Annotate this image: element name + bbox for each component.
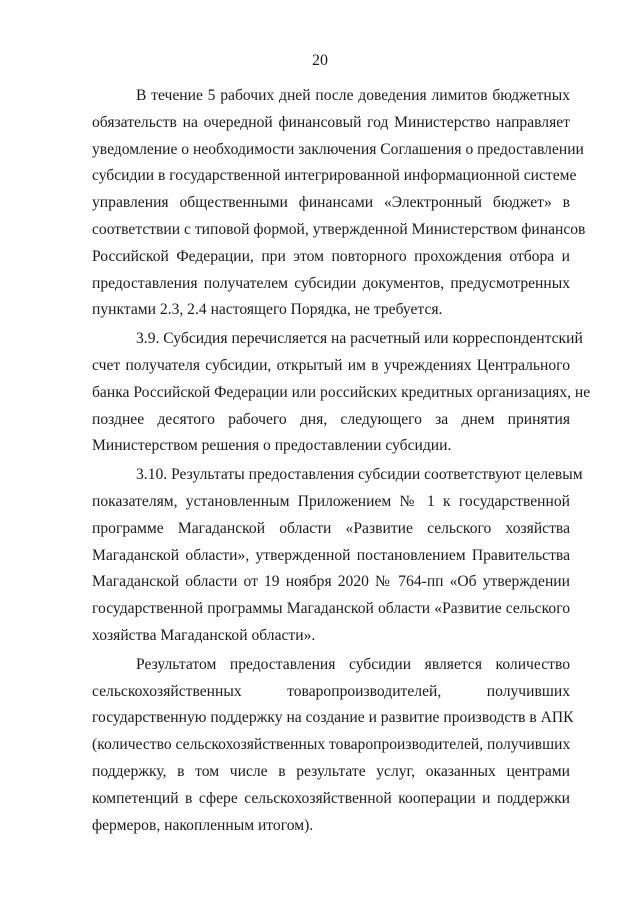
text-line: В течение 5 рабочих дней после доведения лимитов бюджетных [136,87,570,104]
paragraph-3-10 [92,462,583,650]
page-number: 20 [312,52,328,69]
text-line: хозяйства Магаданской области». [92,626,316,644]
text-line: позднее десятого рабочего дня, следующего за днем принятия [92,410,570,428]
text-line: уведомление о необходимости заключения Соглашения о предоставлении [92,140,584,158]
text-line: субсидии в государственной интегрированной информационной системе [92,167,577,185]
text-line: (количество сельскохозяйственных товаропроизводителей, получивших [92,736,571,754]
text-line: компетенций в сфере сельскохозяйственной кооперации и поддержки [92,789,570,807]
text-line: государственной программы Магаданской области «Развитие сельского [92,600,570,618]
text-line: показателям, установленным Приложением № 1 к государственной [92,492,570,510]
text-line: Российской Федерации, при этом повторного прохождения отбора и [92,247,570,265]
text-line: обязательств на очередной финансовый год Министерство направляет [92,113,570,131]
text-line: программе Магаданской области «Развитие сельского хозяйства [92,519,570,537]
text-line: Результатом предоставления субсидии является количество [136,655,570,673]
text-line: Министерством решения о предоставлении субсидии. [92,437,452,455]
document-body [92,83,591,841]
text-line: сельскохозяйственных товаропроизводителей, получивших [92,682,570,700]
text-line: поддержку, в том числе в результате услуг, оказанных центрами [92,762,570,780]
text-line: 3.10. Результаты предоставления субсидии соответствуют целевым [136,466,583,484]
text-line: предоставления получателем субсидии документов, предусмотренных [92,274,570,292]
text-line: фермеров, накопленным итогом). [92,816,314,834]
text-line: 3.9. Субсидия перечисляется на расчетный или корреспондентский [136,330,583,348]
text-line: банка Российской Федерации или российских кредитных организациях, не [92,383,591,401]
paragraph-3-9 [92,326,591,460]
paragraph-notification [92,83,586,324]
text-line: пунктами 2.3, 2.4 настоящего Порядка, не требуется. [92,301,443,319]
text-line: соответствии с типовой формой, утвержденной Министерством финансов [92,220,586,238]
text-line: Магаданской области от 19 ноября 2020 № 764-пп «Об утверждении [92,573,570,591]
text-line: управления общественными финансами «Электронный бюджет» в [92,194,570,212]
paragraph-result [92,652,574,840]
text-line: счет получателя субсидии, открытый им в учреждениях Центрального [92,356,570,374]
text-line: Магаданской области», утвержденной постановлением Правительства [92,546,570,564]
text-line: государственную поддержку на создание и развитие производств в АПК [92,709,574,727]
